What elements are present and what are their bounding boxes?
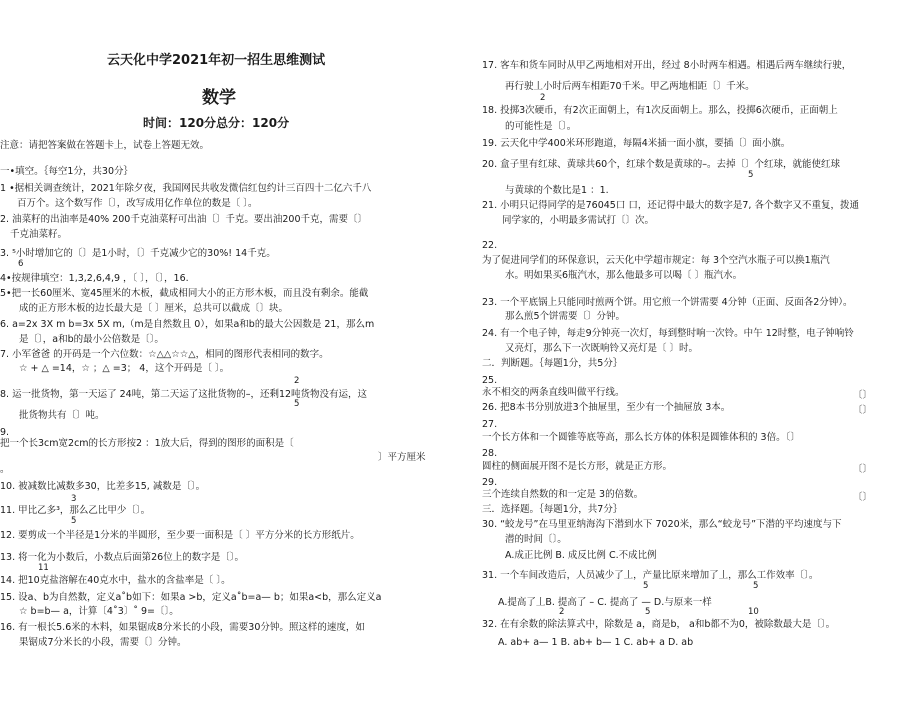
- question-29-number: 29.: [482, 477, 498, 488]
- question-22-line2: 水。明如果买6瓶汽水，那么他最多可以喝〔 〕瓶汽水。: [505, 270, 743, 281]
- question-15-line2: ☆ b=b— a，计算〔4˚3〕˚ 9=〔〕。: [19, 606, 179, 617]
- question-24-line1: 24. 有一个电子钟，每走9分钟亮一次灯，每到整时响一次铃。中午 12时整，电子钟响铃: [482, 328, 854, 339]
- answer-paren-29: 〔〕: [853, 492, 873, 503]
- question-5-line2: 成的正方形木板的边长最大是〔 〕厘米，总共可以截成〔〕块。: [19, 303, 289, 314]
- question-1-line1: 1 •据相关调查统计，2021年除夕夜，我国网民共收发微信红包约计三百四十二亿六千八: [0, 183, 372, 194]
- section-choice: 三．选择题。｛每题1分，共7分｝: [482, 504, 623, 515]
- question-2-line2: 千克油菜籽。: [10, 229, 68, 240]
- question-16-line1: 16. 有一根长5.6米的木料，如果锯成8分米长的小段，需要30分钟。照这样的速度，如: [0, 622, 365, 633]
- question-27: 一个长方体和一个圆锥等底等高，那么长方体的体积是圆锥体积的 3倍。〔〕: [482, 432, 800, 443]
- question-32-options: A. ab+ a— 1 B. ab+ b— 1 C. ab+ a D. ab: [498, 637, 694, 648]
- question-16-line2: 果锯成7分米长的小段，需要〔〕分钟。: [19, 637, 187, 648]
- question-28-number: 28.: [482, 448, 498, 459]
- question-23-line2: 那么煎5个饼需要〔〕分钟。: [505, 311, 626, 322]
- question-31-option-a-denominator: 2: [559, 607, 565, 617]
- question-12: 12. 要剪成一个半径是1分米的半圆形，至少要一面积是〔 〕平方分米的长方形纸片。: [0, 530, 360, 541]
- answer-paren-28: 〔〕: [853, 464, 873, 475]
- exam-time: 时间：120分总分：120分: [143, 116, 290, 130]
- question-8-denominator: 5: [294, 399, 300, 409]
- question-11-numerator: 3: [71, 494, 77, 504]
- question-2-line1: 2. 油菜籽的出油率是40% 200千克油菜籽可出油〔〕千克。要出油200千克，需要〔〕: [0, 214, 367, 225]
- answer-paren-25: 〔〕: [853, 390, 873, 401]
- question-26: 26. 把8本书分别放进3个抽屉里，至少有一个抽屉放 3本。: [482, 402, 731, 413]
- question-6-line1: 6. a=2x 3X m b=3x 5X m,（m是自然数且 0），如果a和b的最大公因数是 21，那么m: [0, 319, 375, 330]
- question-5-line1: 5•把一长60厘米、宽45厘米的木板，截成相同大小的正方形木板，而且没有剩余。能截: [0, 288, 369, 299]
- answer-paren-26: 〔〕: [853, 405, 873, 416]
- question-25-number: 25.: [482, 375, 498, 386]
- question-18-line2: 的可能性是〔〕。: [505, 121, 577, 132]
- question-29: 三个连续自然数的和一定是 3的倍数。: [482, 489, 644, 500]
- subject-title: 数学: [202, 88, 236, 108]
- section-judgement: 二．判断题。｛每题1分，共5分｝: [482, 358, 623, 369]
- question-25: 永不相交的两条直线叫做平行线。: [482, 387, 625, 398]
- question-31-denominator-2: 5: [753, 581, 759, 591]
- question-17-line1: 17. 客车和货车同时从甲乙两地相对开出，经过 8小时两车相遇。相遇后两车继续行驶，: [482, 60, 852, 71]
- section-fill-in: 一•填空。｛每空1分，共30分｝: [0, 166, 133, 177]
- question-20-denominator: 5: [748, 170, 754, 180]
- question-30-line1: 30. “蛟龙号”在马里亚纳海沟下潜到水下 7020米，那么“蛟龙号”下潜的平均速度与下: [482, 519, 842, 530]
- question-15-line1: 15. 设a、b为自然数，定义a˚b如下：如果a >b，定义a˚b=a— b；如果a<b，那么定义a: [0, 592, 382, 603]
- exam-title: 云天化中学2021年初一招生思维测试: [107, 53, 326, 68]
- question-24-line2: 又亮灯，那么下一次既响铃又亮灯是〔 〕时。: [505, 343, 699, 354]
- question-11: 11. 甲比乙多³，那么乙比甲少〔〕。: [0, 505, 151, 516]
- question-8-numerator: 2: [294, 376, 300, 386]
- question-30-line2: 潜的时间〔〕。: [505, 534, 567, 545]
- question-31-option-b-denominator: 5: [645, 607, 651, 617]
- question-20-line1: 20. 盒子里有红球、黄球共60个，红球个数是黄球的–。去掉〔〕个红球，就能使红球: [482, 159, 840, 170]
- question-19: 19. 云天化中学400米环形跑道，每隔4米插一面小旗，要插〔〕面小旗。: [482, 138, 791, 149]
- question-10: 10. 被减数比减数多30，比差多15, 减数是〔〕。: [0, 481, 206, 492]
- question-18-line1: 18. 投掷3次硬币，有2次正面朝上，有1次反面朝上。那么，投掷6次硬币，正面朝上: [482, 105, 838, 116]
- question-28: 圆柱的侧面展开图不是长方形，就是正方形。: [482, 461, 673, 472]
- question-7-line2: ☆ + △ =14，☆ ；△ =3； 4，这个开码是〔 〕。: [19, 363, 230, 374]
- question-22-line1: 为了促进同学们的环保意识，云天化中学超市规定：每 3个空汽水瓶子可以换1瓶汽: [482, 255, 830, 266]
- question-3: 3. ⁵小时增加它的〔〕是1小时，〔〕千克减少它的30%! 14千克。: [0, 248, 276, 259]
- question-30-options: A.成正比例 B. 成反比例 C.不成比例: [505, 550, 657, 561]
- question-9-unit: 〕平方厘米: [378, 452, 426, 463]
- question-21-line2: 同学家的，小明最多需试打〔〕次。: [502, 215, 655, 226]
- question-31-options: A.提高了丄B. 提高了 – C. 提高了 — D.与原来一样: [498, 597, 712, 608]
- question-31-denominator-1: 5: [643, 581, 649, 591]
- question-22-number: 22.: [482, 240, 498, 251]
- question-20-line2: 与黄球的个数比是1 ：1.: [505, 185, 609, 196]
- question-21-line1: 21. 小明只记得同学的是76045口 口，还记得中最大的数字是7, 各个数字又不重复，拨通: [482, 200, 859, 211]
- question-6-line2: 是〔〕，a和b的最小公倍数是〔〕。: [19, 334, 164, 345]
- question-31-line1: 31. 一个车间改造后，人员减少了丄，产量比原来增加了丄，那么工作效率〔〕。: [482, 570, 819, 581]
- question-17-line2: 再行驶丄小时后两车相距70千米。甲乙两地相距〔〕千米。: [505, 81, 755, 92]
- question-17-denominator: 2: [540, 93, 546, 103]
- question-3-denominator: 6: [18, 259, 24, 269]
- question-13-denominator: 11: [38, 563, 49, 573]
- question-1-line2: 百万个。这个数写作〔〕，改写成用亿作单位的数是〔 〕。: [17, 198, 258, 209]
- question-8-line1: 8. 运一批货物，第一天运了 24吨，第二天运了这批货物的–，还剩12吨货物没有运，这: [0, 389, 368, 400]
- exam-note: 注意：请把答案做在答题卡上，试卷上答题无效。: [0, 140, 210, 151]
- question-9-line1: 把一个长3cm宽2cm的长方形按2 ：1放大后，得到的图形的面积是〔: [0, 438, 294, 449]
- question-4: 4•按规律填空：1,3,2,6,4,9 ，〔 〕，〔〕，16.: [0, 273, 189, 284]
- question-14: 14. 把10克盐溶解在40克水中，盐水的含盐率是〔 〕。: [0, 575, 231, 586]
- question-11-denominator: 5: [71, 516, 77, 526]
- question-9-number: 9.: [0, 427, 10, 438]
- question-23-line1: 23. 一个平底锅上只能同时煎两个饼。用它煎一个饼需要 4分钟（正面、反面各2分钟）。: [482, 297, 853, 308]
- question-32-line1: 32. 在有余数的除法算式中，除数是 a，商是b， a和b都不为0，被除数最大是〔〕。: [482, 619, 836, 630]
- question-31-option-c-denominator: 10: [748, 607, 759, 617]
- question-7-line1: 7. 小军爸爸 的开码是一个六位数：☆△△☆☆△，相同的图形代表相同的数字。: [0, 349, 329, 360]
- question-27-number: 27.: [482, 419, 498, 430]
- question-9-end: 。: [0, 464, 10, 475]
- question-13: 13. 将一化为小数后，小数点后面第26位上的数字是〔〕。: [0, 552, 244, 563]
- question-8-line2: 批货物共有〔〕吨。: [19, 410, 105, 421]
